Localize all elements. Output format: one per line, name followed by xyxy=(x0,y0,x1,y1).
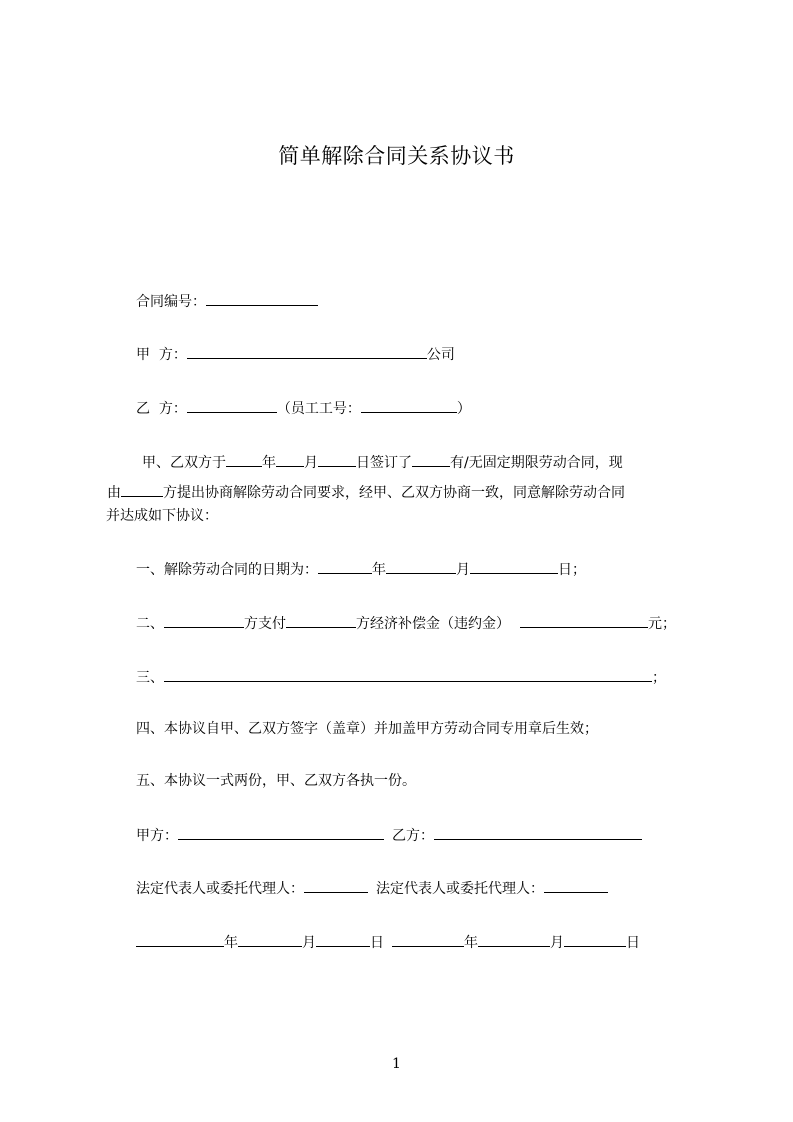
intro-by-label: 由 xyxy=(107,485,121,501)
contract-type-blank[interactable] xyxy=(412,451,450,467)
intro-contract-type: 有/无固定期限劳动合同，现 xyxy=(450,455,623,471)
party-a-signature-blank[interactable] xyxy=(178,824,384,840)
clause-2-prefix: 二、 xyxy=(136,616,164,632)
clause-1-year-label: 年 xyxy=(372,562,386,578)
sign-month-blank[interactable] xyxy=(276,451,304,467)
party-a-day-blank[interactable] xyxy=(316,931,370,947)
proposing-party-blank[interactable] xyxy=(121,481,163,497)
intro-day-label: 日签订了 xyxy=(356,455,412,471)
employee-no-blank[interactable] xyxy=(361,397,457,413)
party-b-line xyxy=(136,397,471,419)
party-b-signature-blank[interactable] xyxy=(434,824,642,840)
contract-number-line xyxy=(136,290,318,312)
intro-text: 甲、乙双方于 xyxy=(142,455,226,471)
party-b-year-label: 年 xyxy=(464,935,478,951)
representative-a-label: 法定代表人或委托代理人： xyxy=(136,881,304,897)
termination-day-blank[interactable] xyxy=(470,558,558,574)
party-a-month-blank[interactable] xyxy=(238,931,302,947)
intro-line-3: 并达成如下协议： xyxy=(106,508,218,524)
contract-number-blank[interactable] xyxy=(206,290,318,306)
termination-year-blank[interactable] xyxy=(318,558,372,574)
party-b-month-blank[interactable] xyxy=(478,931,550,947)
clause-3-blank[interactable] xyxy=(164,666,652,682)
clause-3-end: ； xyxy=(652,670,666,686)
party-b-month-label: 月 xyxy=(550,935,564,951)
document-title: 简单解除合同关系协议书 xyxy=(278,144,515,168)
clause-2-unit: 元； xyxy=(648,616,676,632)
signature-party-b-label: 乙方： xyxy=(392,828,434,844)
employee-no-close: ） xyxy=(456,401,471,417)
party-a-suffix: 公司 xyxy=(426,347,455,363)
party-a-line xyxy=(136,343,455,365)
party-b-day-label: 日 xyxy=(626,935,640,951)
clause-3-prefix: 三、 xyxy=(136,670,164,686)
clause-4: 四、本协议自甲、乙双方签字（盖章）并加盖甲方劳动合同专用章后生效； xyxy=(136,721,598,737)
clause-5: 五、本协议一式两份，甲、乙双方各执一份。 xyxy=(136,773,416,789)
party-a-label: 甲 方： xyxy=(136,347,187,363)
paying-party-blank[interactable] xyxy=(164,612,244,628)
representative-b-blank[interactable] xyxy=(544,877,608,893)
clause-2 xyxy=(136,612,676,634)
party-a-month-label: 月 xyxy=(302,935,316,951)
party-b-year-blank[interactable] xyxy=(392,931,464,947)
sign-year-blank[interactable] xyxy=(226,451,262,467)
party-b-day-blank[interactable] xyxy=(564,931,626,947)
clause-2-pay-label: 方支付 xyxy=(244,616,286,632)
intro-propose-text: 方提出协商解除劳动合同要求，经甲、乙双方协商一致，同意解除劳动合同 xyxy=(163,485,625,501)
clause-1-day-label: 日； xyxy=(558,562,586,578)
page-number: 1 xyxy=(392,1056,401,1072)
representative-b-label: 法定代表人或委托代理人： xyxy=(376,881,544,897)
receiving-party-blank[interactable] xyxy=(286,612,356,628)
clause-1-month-label: 月 xyxy=(456,562,470,578)
clause-1 xyxy=(136,558,586,580)
representative-line xyxy=(136,877,608,899)
compensation-amount-blank[interactable] xyxy=(520,612,648,628)
party-a-day-label: 日 xyxy=(370,935,384,951)
signature-party-line xyxy=(136,824,642,846)
party-a-year-label: 年 xyxy=(224,935,238,951)
party-b-name-blank[interactable] xyxy=(187,397,277,413)
termination-month-blank[interactable] xyxy=(386,558,456,574)
clause-3 xyxy=(136,666,666,688)
date-line xyxy=(136,931,640,953)
party-a-name-blank[interactable] xyxy=(187,343,427,359)
intro-year-label: 年 xyxy=(262,455,276,471)
party-a-year-blank[interactable] xyxy=(136,931,224,947)
signature-party-a-label: 甲方： xyxy=(136,828,178,844)
intro-line-1 xyxy=(142,451,623,473)
intro-month-label: 月 xyxy=(304,455,318,471)
contract-number-label: 合同编号： xyxy=(136,294,206,310)
party-b-label: 乙 方： xyxy=(136,401,187,417)
employee-no-open: （员工工号： xyxy=(276,401,361,417)
clause-1-text: 一、解除劳动合同的日期为： xyxy=(136,562,318,578)
clause-2-compensation-label: 方经济补偿金（违约金） xyxy=(356,616,510,632)
intro-line-2 xyxy=(107,481,625,503)
representative-a-blank[interactable] xyxy=(304,877,368,893)
sign-day-blank[interactable] xyxy=(318,451,356,467)
